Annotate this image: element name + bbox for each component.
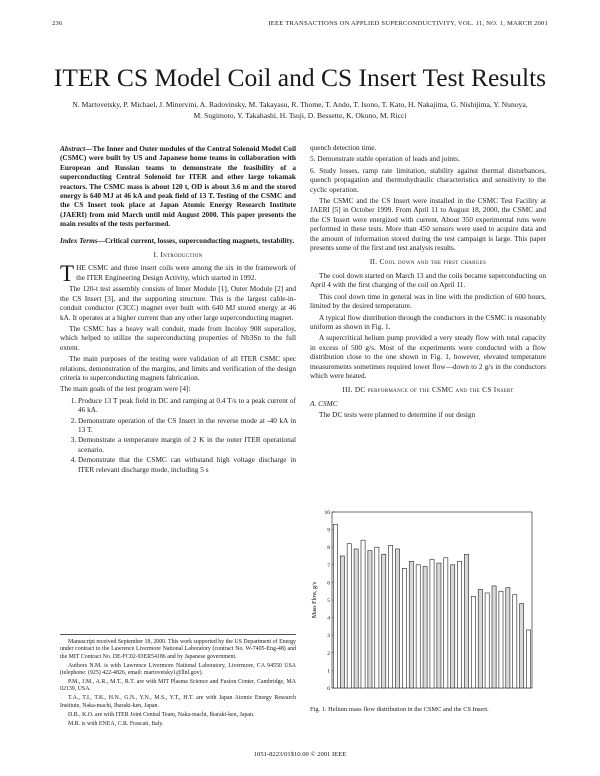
footnote: M.R. is with ENEA, C.R. Frascati, Italy.: [68, 720, 164, 727]
intro-paragraph-4: The main purposes of the testing were validation of all ITER CSMC spec relations, demonstration of the margins, and limits and verification of the design criteria to superconducting magnets fabrication.: [60, 354, 296, 382]
intro-paragraph-1: [60, 261, 296, 287]
goal-item: 2. Demonstrate operation of the CS Insert in the reverse mode at -40 kA in 13 T.: [78, 416, 296, 435]
figure-caption: Fig. 1. Helium mass flow distribution in the CSMC and the CS Insert.: [310, 706, 489, 713]
flow-bar: [375, 547, 379, 688]
index-terms-label: Index Terms: [60, 235, 98, 245]
intro-paragraph-1-text: HE CSMC and three insert coils were among the six in the framework of the ITER Engineering Design Activity, which started in 1992.: [76, 263, 296, 282]
flow-bar: [471, 596, 475, 688]
goal-item-6: [310, 166, 546, 194]
section-heading-dc-performance: III. DC performance of the CSMC and the CS Insert: [342, 385, 514, 395]
paragraph: A typical flow distribution through the conductors in the CSMC is reasonably uniform as shown in Fig. 1.: [310, 312, 546, 331]
y-tick-label: 4: [327, 615, 330, 622]
author-list: N. Martovetsky, P. Michael, J. Minervini, A. Radovinsky, M. Takayasu, R. Thome, T. Ando, T. Isono, T. Kato, H. Nakajima, G. Nishijima, Y. Nunoya, M. Sugimoto, Y. Takahashi, H. Tsuji, D. Bessette, K. Okuno, M. Ricci: [72, 100, 528, 120]
flow-bar: [458, 561, 462, 688]
paper-title: ITER CS Model Coil and CS Insert Test Results: [53, 63, 547, 92]
y-tick-label: 10: [324, 510, 330, 516]
goal-item: 3. Demonstrate a temperature margin of 2 K in the outer ITER operational scenario.: [78, 435, 296, 454]
drop-cap: T: [60, 261, 75, 287]
y-tick-label: 6: [327, 580, 330, 587]
y-tick-label: 5: [327, 598, 330, 604]
footnote: Manuscript received September 18, 2000. This work supported by the US Department of Energy under contract to the Lawrence Livermore National Laboratory (contract No. W-7405-Eng-48) and the MIT Contract No. DE-FC02-93ER54186 and by Japanese government.: [60, 639, 296, 660]
copyright-footer: 1051-8223/01$10.00 © 2001 IEEE: [253, 751, 347, 758]
flow-bar: [513, 595, 517, 688]
paragraph: A supercritical helium pump provided a very steady flow with total capacity in excess of 500 g/s. Most of the experiments were conducted with a flow distribution close to the one shown in Fig. 1, however, elevated temperature measurements sometimes required lower flow—down to 2 g/s in the conductors which were heated.: [310, 333, 546, 380]
goal-item: 1. Produce 13 T peak field in DC and ramping at 0.4 T/s to a peak current of 46 kA.: [78, 396, 296, 415]
y-tick-label: 1: [327, 668, 330, 675]
paragraph: The DC tests were planned to determine if our design: [319, 410, 476, 420]
intro-paragraph-2: The 120-t test assembly consists of Inner Module [1], Outer Module [2] and the CS Insert [3], and the supporting structure. This is the largest cable-in-conduit conductor (CICC) magnet ever built with 640 MJ stored energy at 46 kA. It operates at a higher current than any other large superconducting magnet.: [60, 284, 296, 322]
flow-bar: [354, 549, 358, 688]
footnote: D.B., K.O. are with ITER Joint Central Team, Naka-machi, Ibaraki-ken, Japan.: [68, 711, 255, 718]
paragraph: The cool down started on March 13 and the coils became superconducting on April 4 with the first charging of the coil on April 11.: [310, 270, 546, 290]
flow-bar: [451, 565, 455, 688]
intro-paragraph-3: The CSMC has a heavy wall conduit, made from Incoloy 908 superalloy, which helped to utilize the superconducting properties of Nb3Sn to the full extent.: [60, 323, 296, 352]
flow-bar: [347, 544, 351, 688]
flow-bar: [409, 561, 413, 688]
flow-bar: [437, 563, 441, 688]
flow-bar: [430, 560, 434, 688]
left-column: [60, 144, 296, 476]
paragraph: The CSMC and the CS Insert were installed in the CSMC Test Facility at JAERI [5] in October 1999. From April 11 to August 18, 2000, the CSMC and the CS Insert were energized with current. About 350 experimental runs were performed in these tests. More than 450 sensors were used to acquire data and the amount of information stored during the test campaign is large. This paper presents some of the first and test analysis results.: [310, 196, 546, 253]
flow-bar: [389, 545, 393, 688]
goal-continuation: quench detection time.: [310, 143, 377, 152]
index-terms: [60, 236, 296, 245]
y-tick-label: 8: [327, 545, 330, 552]
goal-item-5: [310, 154, 546, 163]
y-tick-label: 2: [327, 650, 330, 657]
y-tick-label: 3: [327, 633, 330, 640]
flow-bar: [395, 549, 399, 688]
flow-bar: [506, 588, 510, 688]
abstract: [60, 144, 296, 229]
journal-name: IEEE TRANSACTIONS ON APPLIED SUPERCONDUCTIVITY, VOL. 11, NO. 1, MARCH 2001: [268, 20, 548, 27]
flow-bar: [361, 540, 365, 688]
flow-bar: [520, 604, 524, 688]
flow-bar: [423, 567, 427, 688]
index-terms-text: —Critical current, losses, superconducting magnets, testability.: [97, 235, 295, 245]
flow-bar: [416, 565, 420, 688]
abstract-label: Abstract: [60, 144, 86, 153]
flow-bar: [382, 554, 386, 688]
footnotes: [60, 634, 296, 729]
flow-bar: [444, 558, 448, 688]
section-heading-cooldown: II. Cool down and the first charges: [369, 257, 487, 267]
flow-bar: [485, 593, 489, 688]
goal-item-6-text: Study losses, ramp rate limitation, stability against thermal disturbances, quench propagation and thermohydraulic characteristics and sensitivity to the cyclic operation.: [310, 165, 546, 194]
flow-bar: [499, 591, 503, 688]
y-axis-label: Mass Flow, g/s: [312, 581, 318, 619]
running-header: [52, 20, 548, 32]
y-tick-label: 7: [327, 562, 330, 569]
right-column: [310, 143, 546, 422]
section-heading-introduction: I. Introduction: [153, 250, 203, 260]
flow-bar: [368, 551, 372, 688]
abstract-text: —The Inner and Outer modules of the Central Solenoid Model Coil (CSMC) were built by US and Japanese home teams in collaboration with European and Russian teams to demonstrate the feasibility of a superconducting Central Solenoid for ITER and other large tokamak reactors. The CSMC mass is about 120 t, OD is about 3.6 m and the stored energy is 640 MJ at 46 kA and peak field of 13 T. Testing of the CSMC and the CS Insert took place at Japan Atomic Energy Research Institute (JAERI) from mid March until mid August 2000. This paper presents the main results of the tests performed.: [60, 144, 296, 229]
subsection-heading-csmc: A. CSMC: [310, 398, 338, 408]
flow-bar: [478, 589, 482, 688]
goal-item: 4. Demonstrate that the CSMC can withstand high voltage discharge in ITER relevant discharge mode, including 5 s: [78, 455, 296, 474]
paragraph: This cool down time in general was in line with the prediction of 600 hours, limited by the desired temperature.: [310, 291, 546, 311]
flow-bar: [492, 586, 496, 688]
footnote: P.M., J.M., A.R., M.T., R.T. are with MIT Plasma Science and Fusion Center, Cambridge, MA 02139, USA.: [60, 679, 296, 693]
intro-paragraph-5: The main goals of the test program were [4]:: [60, 384, 191, 394]
flow-bar: [333, 524, 337, 688]
flow-bar: [526, 630, 530, 688]
footnote: Authors N.M. is with Lawrence Livermore National Laboratory, Livermore, CA 94550 USA (telephone: (925) 422-4826, email: martovetsky1@llnl.gov).: [60, 662, 296, 677]
page-number: 236: [52, 20, 63, 27]
goal-number: 5.: [310, 154, 316, 164]
y-tick-label: 0: [327, 686, 330, 692]
goals-list: [60, 396, 296, 474]
goal-item-5-text: Demonstrate stable operation of leads and joints.: [317, 154, 460, 164]
flow-bar: [340, 556, 344, 688]
goal-number: 6.: [310, 165, 316, 175]
flow-bar: [402, 568, 406, 688]
y-tick-label: 9: [327, 527, 330, 534]
mass-flow-chart: [310, 508, 546, 698]
flow-bar: [464, 554, 468, 688]
footnote: T.A., T.I., T.K., H.N., G.N., Y.N., M.S., Y.T., H.T. are with Japan Atomic Energy Research Institute, Naka-machi, Ibaraki-ken, Japan.: [60, 695, 296, 709]
